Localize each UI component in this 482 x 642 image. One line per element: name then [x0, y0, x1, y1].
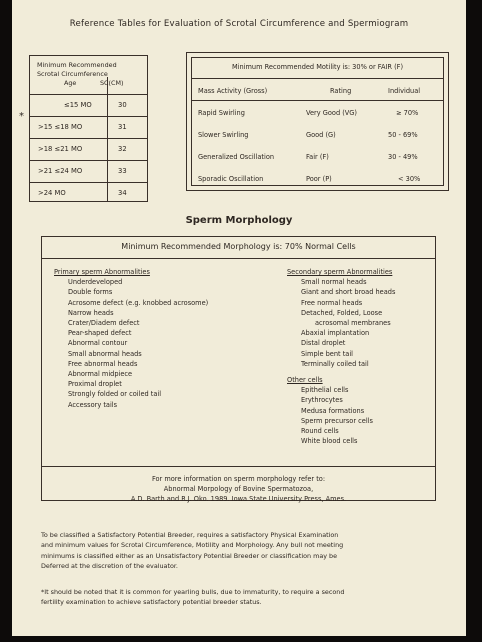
list-item: Pear-shaped defect [68, 329, 132, 338]
list-item: Simple bent tail [301, 349, 354, 358]
classification-paragraph: To be classified a Satisfactory Potential Breeder, requires a satisfactory Physical Examination and minimum values for Scrotal Circumference, Motility and Morphology. Any bull not meeting minimums is classified either as an Unsatisfactory Potential Breeder or classification may be Deferred at the discretion of the evaluator. [41, 531, 344, 570]
sc-cell: 34 [118, 189, 127, 197]
individual-cell: < 30% [398, 175, 421, 183]
list-item: Sperm precursor cells [301, 416, 373, 425]
list-item: White blood cells [301, 437, 358, 446]
sc-cell: 32 [118, 145, 127, 153]
list-item: Erythrocytes [301, 396, 343, 405]
scrotal-circumference-table [29, 55, 148, 202]
scrotal-table-header [30, 56, 147, 95]
mass-cell: Sporadic Oscillation [198, 175, 264, 183]
scrotal-header-line1: Minimum Recommended [37, 61, 117, 69]
scrotal-header-line2: Scrotal Circumference [37, 70, 108, 78]
motility-title: Minimum Recommended Motility is: 30% or FAIR (F) [231, 63, 404, 71]
list-item: Terminally coiled tail [301, 359, 369, 368]
list-item: Free normal heads [301, 298, 363, 307]
sc-cell: 33 [118, 167, 127, 175]
reference-sheet [12, 0, 466, 636]
list-item: Narrow heads [68, 308, 114, 317]
list-item: Strongly folded or coiled tail [68, 390, 162, 399]
list-item: Free abnormal heads [68, 359, 138, 368]
rating-cell: Good (G) [306, 131, 336, 139]
rating-cell: Very Good (VG) [306, 109, 357, 117]
sc-cell: 30 [118, 101, 127, 109]
rating-cell: Poor (P) [306, 175, 332, 183]
mass-cell: Rapid Swirling [198, 109, 245, 117]
age-cell: >21 ≤24 MO [38, 167, 83, 175]
age-column-header: Age [64, 79, 77, 87]
age-cell: >24 MO [38, 189, 66, 197]
secondary-heading: Secondary sperm Abnormalities [287, 268, 393, 276]
rating-cell: Fair (F) [306, 153, 329, 161]
sc-cell: 31 [118, 123, 127, 131]
other-cells-heading: Other cells [287, 376, 323, 385]
table-row [30, 183, 147, 201]
list-item: Giant and short broad heads [301, 288, 396, 297]
motility-table [186, 52, 449, 191]
list-item: Crater/Diadem defect [68, 319, 140, 328]
list-item: Small normal heads [301, 278, 367, 287]
morphology-heading: Sperm Morphology [185, 215, 293, 226]
secondary-abnormalities-list [287, 267, 432, 446]
individual-cell: 50 - 69% [388, 131, 418, 139]
list-item: Abnormal contour [68, 339, 128, 348]
morphology-box-title: Minimum Recommended Morphology is: 70% Normal Cells [121, 242, 356, 251]
age-cell: >15 ≤18 MO [38, 123, 83, 131]
list-item: Underdeveloped [68, 278, 123, 287]
age-cell: >18 ≤21 MO [38, 145, 83, 153]
table-row [30, 139, 147, 161]
rating-column-header: Rating [330, 87, 352, 95]
table-row [30, 161, 147, 183]
list-item: Epithelial cells [301, 386, 349, 395]
age-cell: ≤15 MO [64, 101, 92, 109]
list-item: Detached, Folded, Loose [301, 308, 383, 317]
table-row [30, 117, 147, 139]
list-item: Medusa formations [301, 406, 365, 415]
list-item: Double forms [68, 288, 113, 297]
primary-heading: Primary sperm Abnormalities [54, 268, 150, 276]
table-row [30, 95, 147, 117]
footnote-star: * [19, 111, 24, 122]
mass-column-header: Mass Activity (Gross) [198, 87, 268, 95]
sc-column-header: SC(CM) [100, 79, 124, 87]
individual-cell: 30 - 49% [388, 153, 418, 161]
page-title: Reference Tables for Evaluation of Scrotal Circumference and Spermiogram [69, 19, 409, 29]
individual-cell: ≥ 70% [396, 109, 419, 117]
reference-note: For more information on sperm morphology refer to: Abnormal Morpology of Bovine Spermatozoa, A.D. Barth and R.J. Oko. 1989. Iowa State University Press, Ames. [130, 475, 347, 503]
mass-cell: Generalized Oscillation [198, 153, 275, 161]
list-item: Distal droplet [301, 339, 346, 348]
list-item-continuation: acrosomal membranes [315, 319, 391, 328]
list-item: Round cells [301, 427, 339, 436]
list-item: Accessory tails [68, 400, 118, 409]
list-item: Abaxial implantation [301, 329, 370, 338]
mass-cell: Slower Swirling [198, 131, 249, 139]
primary-abnormalities-list [54, 267, 269, 410]
footnote-paragraph: *It should be noted that it is common for yearling bulls, due to immaturity, to require a second fertility examination to achieve satisfactory potential breeder status. [41, 588, 345, 607]
list-item: Abnormal midpiece [68, 370, 133, 379]
list-item: Acrosome defect (e.g. knobbed acrosome) [68, 298, 209, 307]
list-item: Proximal droplet [68, 380, 122, 389]
list-item: Small abnormal heads [68, 349, 142, 358]
morphology-box [41, 236, 436, 501]
individual-column-header: Individual [388, 87, 421, 95]
